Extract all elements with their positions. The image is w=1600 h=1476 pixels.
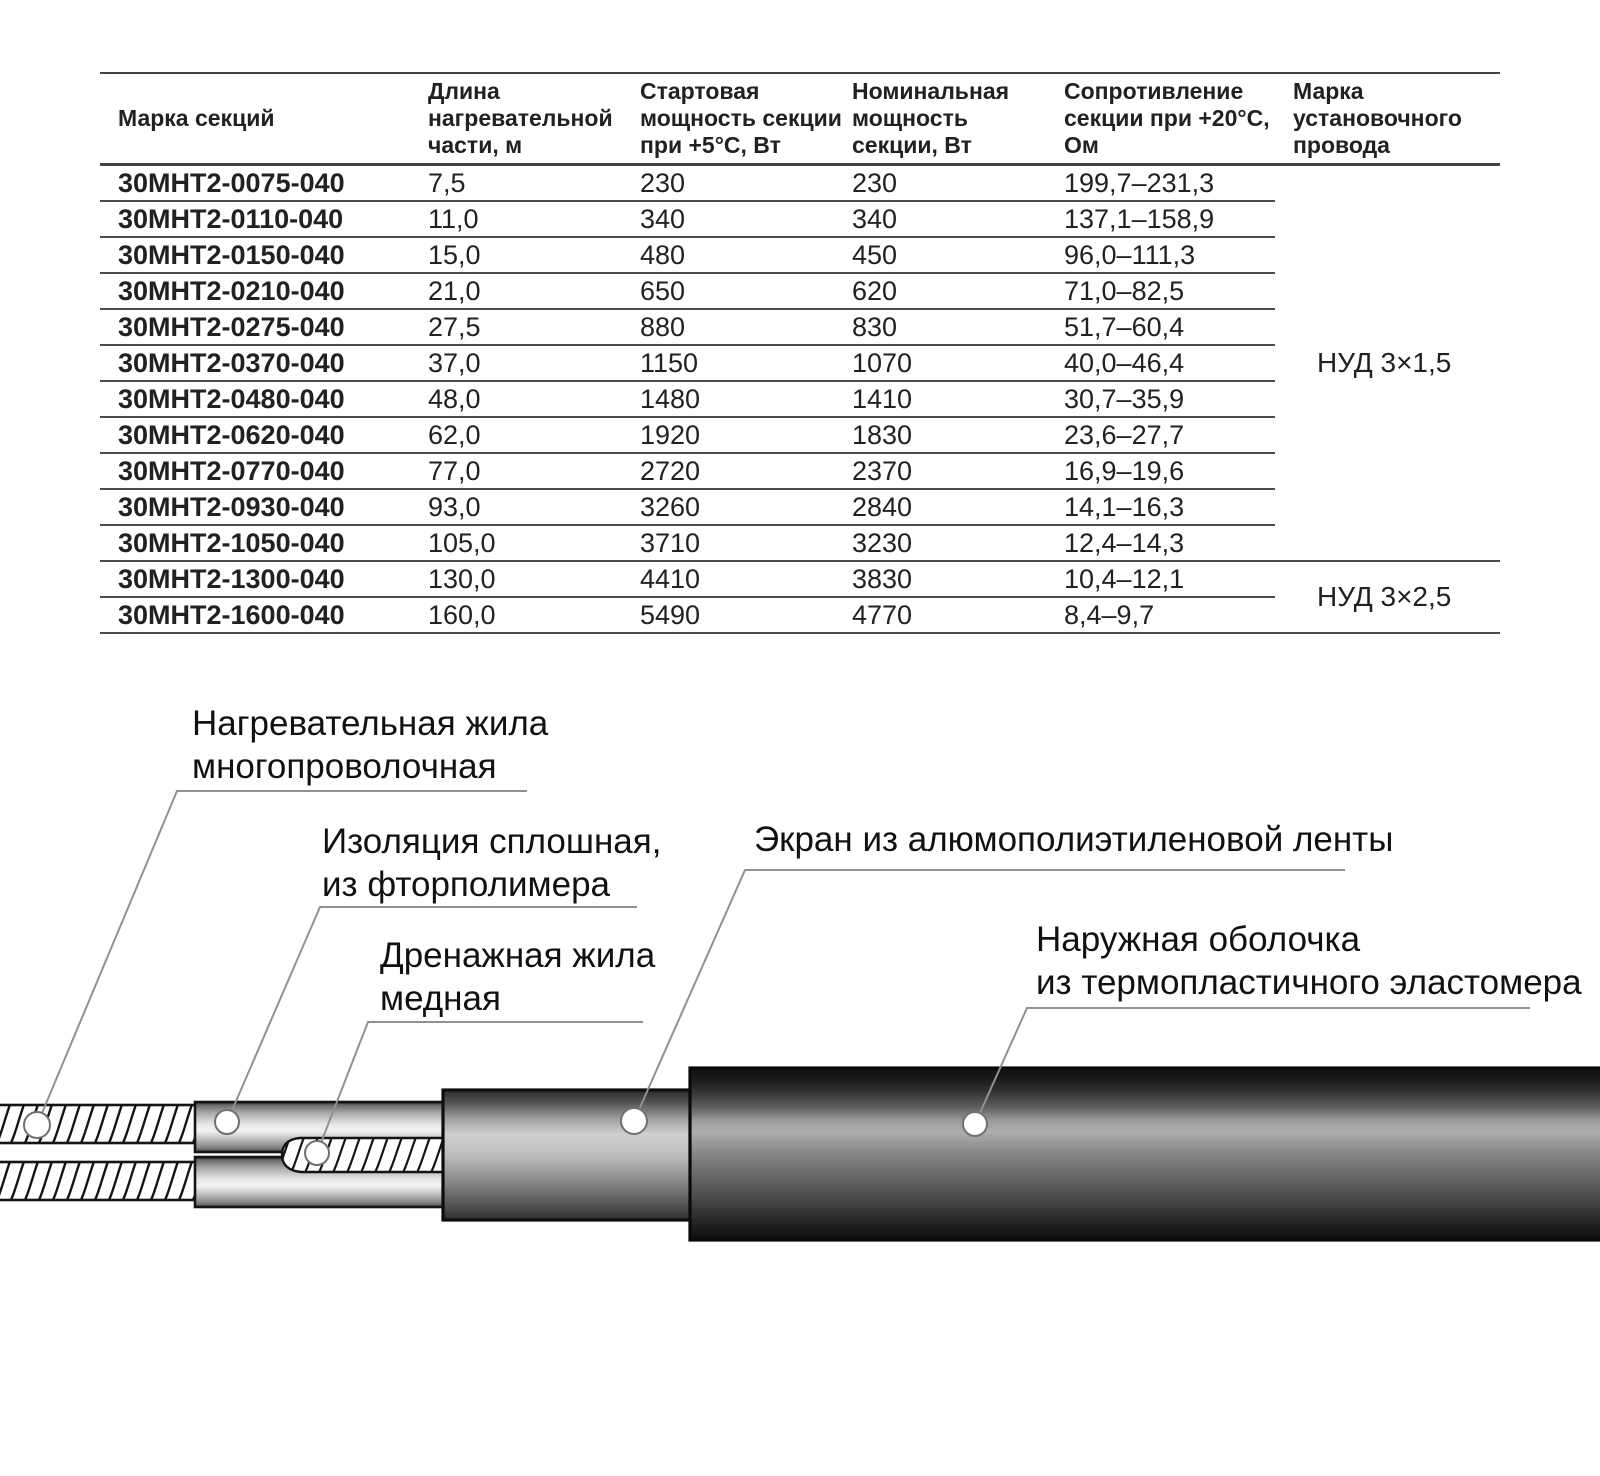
resistance-cell: 40,0–46,4	[1046, 345, 1275, 381]
start-power-cell: 3710	[622, 525, 834, 561]
callout-circle-sheath	[963, 1112, 987, 1136]
start-power-cell: 880	[622, 309, 834, 345]
length-cell: 105,0	[410, 525, 622, 561]
length-cell: 21,0	[410, 273, 622, 309]
label-heating-core: Нагревательная жила многопроволочная	[192, 704, 549, 786]
nominal-power-cell: 3830	[834, 561, 1046, 597]
label-insulation: Изоляция сплошная, из фторполимера	[322, 822, 662, 904]
nominal-power-cell: 2370	[834, 453, 1046, 489]
section-mark-cell: 30МНТ2-1600-040	[100, 597, 410, 633]
label-screen: Экран из алюмополиэтиленовой ленты	[754, 820, 1394, 859]
length-cell: 130,0	[410, 561, 622, 597]
resistance-cell: 71,0–82,5	[1046, 273, 1275, 309]
nominal-power-cell: 1070	[834, 345, 1046, 381]
start-power-cell: 1150	[622, 345, 834, 381]
section-mark-cell: 30МНТ2-0480-040	[100, 381, 410, 417]
nominal-power-cell: 1830	[834, 417, 1046, 453]
column-header-wire-mark: Марка установочного провода	[1275, 73, 1500, 165]
length-cell: 7,5	[410, 165, 622, 202]
section-mark-cell: 30МНТ2-0075-040	[100, 165, 410, 202]
resistance-cell: 14,1–16,3	[1046, 489, 1275, 525]
section-mark-cell: 30МНТ2-1300-040	[100, 561, 410, 597]
start-power-cell: 3260	[622, 489, 834, 525]
start-power-cell: 1480	[622, 381, 834, 417]
start-power-cell: 1920	[622, 417, 834, 453]
length-cell: 11,0	[410, 201, 622, 237]
length-cell: 27,5	[410, 309, 622, 345]
wire-mark-group-cell: НУД 3×1,5	[1275, 165, 1500, 562]
section-mark-cell: 30МНТ2-0275-040	[100, 309, 410, 345]
start-power-cell: 230	[622, 165, 834, 202]
screen-layer-shape	[443, 1090, 692, 1220]
heating-core-bottom-strand	[0, 1162, 206, 1200]
resistance-cell: 30,7–35,9	[1046, 381, 1275, 417]
nominal-power-cell: 620	[834, 273, 1046, 309]
resistance-cell: 8,4–9,7	[1046, 597, 1275, 633]
start-power-cell: 650	[622, 273, 834, 309]
resistance-cell: 16,9–19,6	[1046, 453, 1275, 489]
column-header-length: Длина нагревательной части, м	[410, 73, 622, 165]
label-drain-core: Дренажная жила медная	[380, 936, 656, 1018]
nominal-power-cell: 3230	[834, 525, 1046, 561]
section-mark-cell: 30МНТ2-0210-040	[100, 273, 410, 309]
length-cell: 77,0	[410, 453, 622, 489]
resistance-cell: 12,4–14,3	[1046, 525, 1275, 561]
callout-circle-screen	[621, 1108, 647, 1134]
column-header-resistance: Сопротивление секции при +20°С, Ом	[1046, 73, 1275, 165]
length-cell: 62,0	[410, 417, 622, 453]
nominal-power-cell: 4770	[834, 597, 1046, 633]
nominal-power-cell: 340	[834, 201, 1046, 237]
length-cell: 37,0	[410, 345, 622, 381]
section-mark-cell: 30МНТ2-0370-040	[100, 345, 410, 381]
callout-circle-insulation	[215, 1110, 239, 1134]
section-mark-cell: 30МНТ2-0930-040	[100, 489, 410, 525]
callout-circle-drain-core	[305, 1141, 329, 1165]
section-mark-cell: 30МНТ2-1050-040	[100, 525, 410, 561]
column-header-nominal-power: Номинальная мощность секции, Вт	[834, 73, 1046, 165]
start-power-cell: 340	[622, 201, 834, 237]
section-mark-cell: 30МНТ2-0150-040	[100, 237, 410, 273]
nominal-power-cell: 1410	[834, 381, 1046, 417]
length-cell: 48,0	[410, 381, 622, 417]
nominal-power-cell: 450	[834, 237, 1046, 273]
outer-sheath-shape	[690, 1068, 1600, 1240]
column-header-start-power: Стартовая мощность секции при +5°С, Вт	[622, 73, 834, 165]
resistance-cell: 10,4–12,1	[1046, 561, 1275, 597]
callout-circle-heating-core	[24, 1112, 50, 1138]
nominal-power-cell: 830	[834, 309, 1046, 345]
length-cell: 160,0	[410, 597, 622, 633]
resistance-cell: 96,0–111,3	[1046, 237, 1275, 273]
label-sheath: Наружная оболочка из термопластичного эластомера	[1036, 920, 1582, 1002]
wire-mark-group-cell: НУД 3×2,5	[1275, 561, 1500, 633]
section-mark-cell: 30МНТ2-0110-040	[100, 201, 410, 237]
start-power-cell: 5490	[622, 597, 834, 633]
column-header-mark: Марка секций	[100, 73, 410, 165]
start-power-cell: 480	[622, 237, 834, 273]
nominal-power-cell: 2840	[834, 489, 1046, 525]
section-mark-cell: 30МНТ2-0770-040	[100, 453, 410, 489]
resistance-cell: 199,7–231,3	[1046, 165, 1275, 202]
start-power-cell: 2720	[622, 453, 834, 489]
length-cell: 15,0	[410, 237, 622, 273]
length-cell: 93,0	[410, 489, 622, 525]
section-mark-cell: 30МНТ2-0620-040	[100, 417, 410, 453]
resistance-cell: 51,7–60,4	[1046, 309, 1275, 345]
resistance-cell: 137,1–158,9	[1046, 201, 1275, 237]
nominal-power-cell: 230	[834, 165, 1046, 202]
resistance-cell: 23,6–27,7	[1046, 417, 1275, 453]
start-power-cell: 4410	[622, 561, 834, 597]
